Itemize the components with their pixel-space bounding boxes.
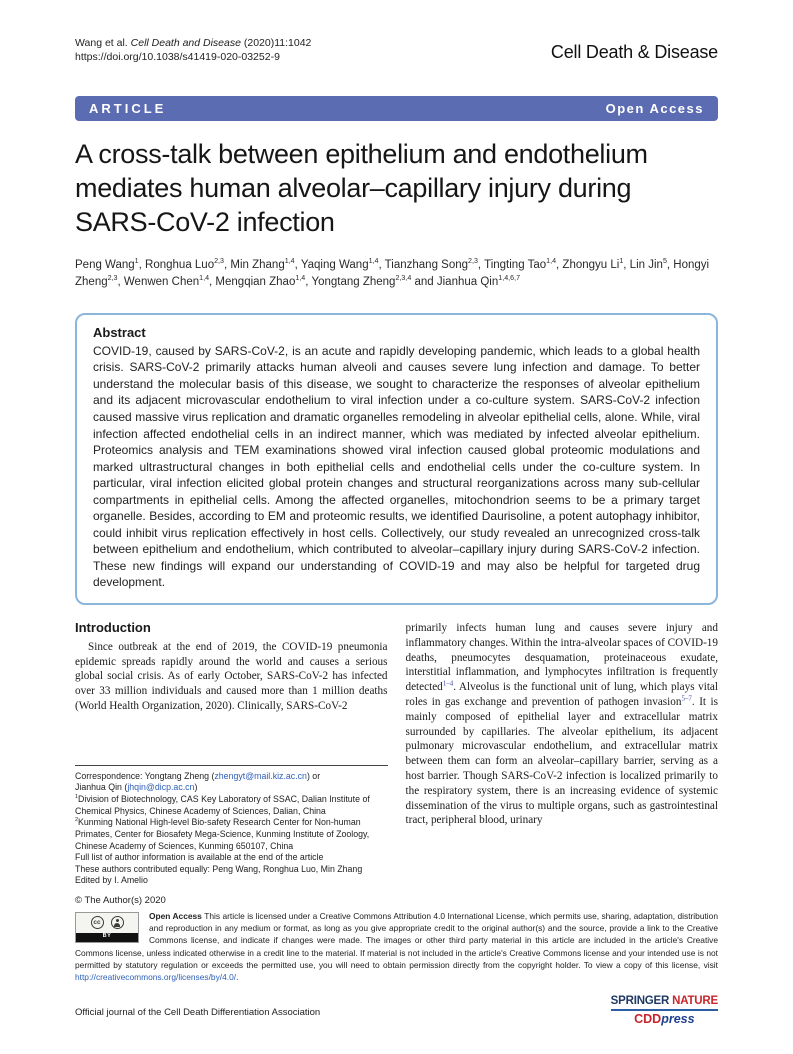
text-segment: These authors contributed equally: Peng Wang, Ronghua Luo, Min Zhang	[75, 863, 363, 874]
text-segment: Peng Wang	[75, 259, 135, 272]
left-column	[75, 621, 388, 887]
text-segment: 2	[75, 817, 79, 824]
text-segment: and Jianhua Qin	[411, 276, 499, 289]
text-segment: 1	[75, 794, 79, 801]
footnote-line	[75, 771, 388, 783]
text-segment: 1	[619, 257, 624, 266]
cc-badge-icons	[76, 913, 138, 933]
text-segment: Wang et al.	[75, 37, 131, 49]
page-header	[75, 36, 718, 64]
introduction-paragraph-left: Since outbreak at the end of 2019, the COVID-19 pneumonia epidemic spreads rapidly around the world and causes a serious global social crisis. As of early October, SARS-CoV-2 has infected over 33 million individuals and caused more than 1 million deaths (World Health Organization, 2020). Clinically, SARS-CoV-2	[75, 640, 388, 712]
text-segment: , Yongtang Zheng	[305, 276, 396, 289]
text-segment: , Hongyi Zheng	[75, 259, 710, 289]
inline-link[interactable]: zhengyt@mail.kiz.ac.cn	[214, 770, 307, 781]
text-segment: 1,4,6,7	[498, 274, 521, 283]
cc-by-bar: BY	[76, 933, 138, 942]
abstract-box	[75, 313, 718, 605]
text-segment: 1	[134, 257, 139, 266]
right-column	[406, 621, 719, 887]
text-segment: . Alveolus is the functional unit of lung, which plays vital roles in gas exchange and prevention of pathogen invasion	[405, 681, 718, 708]
footnotes-block	[75, 765, 388, 887]
abstract-text: COVID-19, caused by SARS-CoV-2, is an acute and rapidly developing pandemic, which leads to a global health crisis. SARS-CoV-2 primarily attacks human alveoli and causes severe lung infection and damage. To better understand the molecular basis of this disease, we sought to characterize the responses of alveolar epithelium and its adjacent microvascular endothelium to viral infection under a co-culture system. SARS-CoV-2 infection caused massive virus replication and dramatic organelles remodeling in alveolar epithelial cells, alone. While, viral infection affected endothelial cells in an indirect manner, which was mediated by infected alveolar epithelium. Proteomics analysis and TEM examinations showed viral infection caused global proteomic modulations and marked ultrastructural changes in both epithelial cells and endothelial cells under the co-culture system. In particular, viral infection elicited global protein changes and structural reorganizations across many sub-cellular compartments in epithelial cells. Among the affected organelles, mitochondrion seems to be a primary target organelle. Besides, according to EM and proteomic results, we identified Daurisoline, a potent autophagy inhibitor, could inhibit virus replication effectively in host cells. Collectively, our study revealed an unrecognized cross-talk between epithelium and endothelium, which contributed to alveolar–capillary injury during SARS-CoV-2 infection. These new findings will expand our understanding of COVID-19 and may also be helpful for targeted drug development.	[93, 343, 700, 590]
abstract-heading: Abstract	[93, 324, 146, 340]
open-access-label: Open Access	[605, 101, 704, 117]
text-segment: )	[194, 782, 198, 793]
copyright-line: © The Author(s) 2020	[75, 894, 166, 906]
text-segment: , Lin Jin	[623, 259, 663, 272]
person-attribution-icon	[111, 916, 124, 929]
license-block	[75, 910, 718, 983]
text-segment: NATURE	[672, 995, 718, 1008]
introduction-paragraph-right	[406, 621, 719, 828]
article-label: ARTICLE	[89, 101, 167, 117]
footnote-line	[75, 794, 388, 817]
text-segment: 5	[662, 257, 667, 266]
cddpress-logo	[611, 1012, 718, 1026]
cc-by-badge	[75, 912, 139, 943]
footnote-line	[75, 782, 388, 794]
inline-link[interactable]: http://creativecommons.org/licenses/by/4.0/	[75, 971, 237, 982]
text-segment: Jianhua Qin (	[75, 782, 128, 793]
text-segment: This article is licensed under a Creative Commons Attribution 4.0 International License, which permits use, sharing, adaptation, distribution and reproduction in any medium or format, as long as you give appropriate credit to the original author(s) and the source, provide a link to the Creative Commons license, and indicate if changes were made. The images or other third party material in this article are included in the article's Creative Commons license, unless indicated otherwise in a credit line to the material. If material is not included in the article's Creative Commons license and your intended use is not permitted by statutory regulation or exceeds the permitted use, you will need to obtain permission directly from the copyright holder. To view a copy of this license, visit	[75, 910, 718, 970]
text-segment: . It is mainly composed of epithelial layer and extracellular matrix surrounded by capillaries. The alveolar epithelium, its adjacent pulmonary microvascular endothelium, and extracellular matrix between them can form an alveolar–capillary barrier, serving as a host barrier. Though SARS-CoV-2 infection is localized primarily to the respiratory system, there is an increasing evidence of systemic dissemination of the virus to multiple organs, such as gastrointestinal tract, peripheral blood, urinary	[405, 695, 718, 827]
text-segment: Kunming National High-level Bio-safety Research Center for Non-human Primates, Center for Biosafety Mega-Science, Kunming Institute of Zoology, Chinese Academy of Sciences, Kunming 650107, China	[75, 817, 370, 851]
citation-line	[75, 36, 311, 50]
text-segment: , Tianzhang Song	[378, 259, 469, 272]
logo-divider	[611, 1009, 718, 1011]
text-segment: , Wenwen Chen	[117, 276, 200, 289]
footnote-line	[75, 817, 388, 852]
introduction-heading: Introduction	[75, 620, 151, 635]
text-segment: 1,4	[284, 257, 295, 266]
text-segment: 1,4	[368, 257, 379, 266]
page-footer	[75, 995, 718, 1026]
text-segment: 1–4	[442, 679, 454, 688]
text-segment: , Min Zhang	[224, 259, 285, 272]
article-title: A cross-talk between epithelium and endothelium mediates human alveolar–capillary injury during SARS-CoV-2 infection	[75, 139, 648, 238]
footnote-line	[75, 852, 388, 864]
text-segment: SPRINGER	[610, 995, 673, 1008]
text-segment: press	[661, 1012, 695, 1027]
doi-line[interactable]: https://doi.org/10.1038/s41419-020-03252-9	[75, 51, 280, 64]
citation-block	[75, 36, 311, 64]
body-columns	[75, 621, 718, 887]
text-segment: CDD	[634, 1012, 662, 1027]
text-segment: 1,4	[199, 274, 210, 283]
journal-name: Cell Death & Disease	[550, 42, 718, 63]
text-segment: Edited by I. Amelio	[75, 875, 148, 886]
text-segment: .	[236, 971, 239, 982]
text-segment: Correspondence: Yongtang Zheng (	[75, 770, 215, 781]
text-segment: 2,3	[468, 257, 478, 266]
inline-link[interactable]: jhqin@dicp.ac.cn	[127, 782, 195, 793]
text-segment: 1,4	[546, 257, 557, 266]
text-segment: , Zhongyu Li	[556, 259, 620, 272]
text-segment: 5–7	[681, 694, 692, 703]
article-type-banner	[75, 96, 718, 121]
text-segment: , Yaqing Wang	[294, 259, 369, 272]
footnote-line	[75, 875, 388, 887]
text-segment: 2,3	[107, 274, 118, 283]
cc-icon: cc	[91, 916, 104, 929]
text-segment: , Tingting Tao	[477, 259, 547, 272]
text-segment: ) or	[306, 770, 321, 781]
text-segment: , Mengqian Zhao	[209, 276, 296, 289]
text-segment: Cell Death and Disease	[130, 37, 241, 49]
publisher-logos	[611, 995, 718, 1026]
text-segment: Open Access	[149, 910, 205, 921]
text-segment: 2,3,4	[395, 274, 412, 283]
text-segment: 2,3	[214, 257, 224, 266]
text-segment: Full list of author information is available at the end of the article	[75, 852, 324, 863]
official-journal-line: Official journal of the Cell Death Differentiation Association	[75, 1007, 321, 1019]
authors-line	[75, 257, 718, 290]
license-text	[75, 911, 718, 982]
text-segment: Division of Biotechnology, CAS Key Laboratory of SSAC, Dalian Institute of Chemical Physics, Chinese Academy of Sciences, Dalian, China	[75, 794, 370, 816]
springer-nature-logo	[611, 995, 718, 1007]
text-segment: 1,4	[295, 274, 306, 283]
text-segment: (2020)11:1042	[240, 37, 312, 49]
text-segment: primarily infects human lung and causes severe injury and inflammatory changes. Within the intra-alveolar spaces of COVID-19 deaths, pneumocytes desquamation, proteinaceous exudate, interstitial inflammation, and lymphocytes infiltration is frequently detected	[405, 621, 718, 694]
footnote-line	[75, 864, 388, 876]
text-segment: , Ronghua Luo	[138, 259, 215, 272]
